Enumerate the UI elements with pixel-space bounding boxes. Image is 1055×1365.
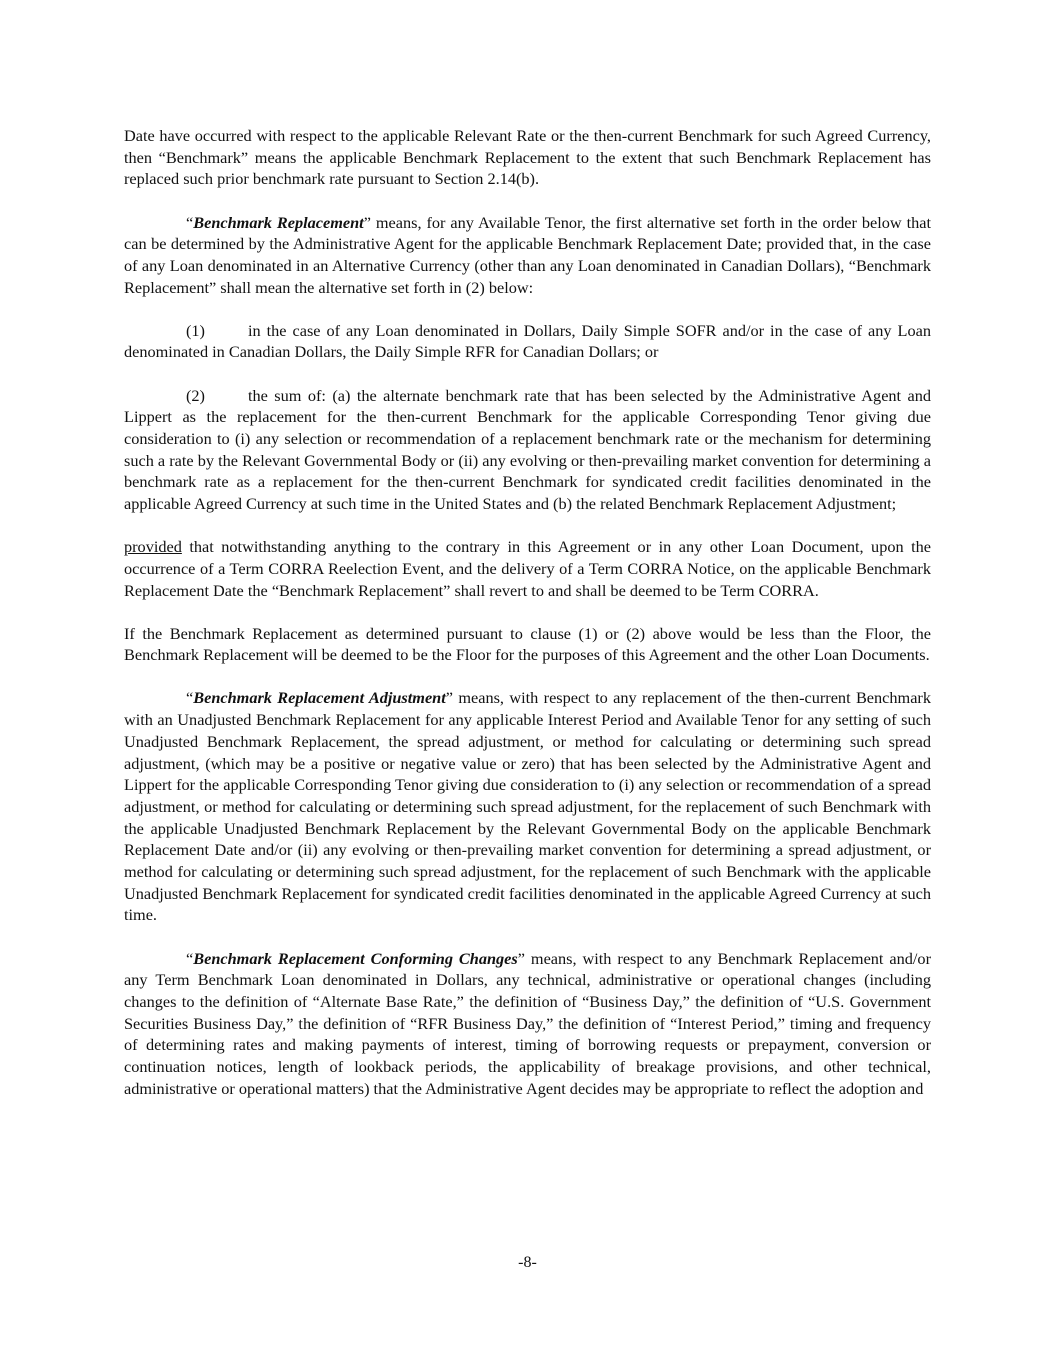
- list-item-2: [124, 385, 931, 515]
- definition-benchmark-replacement-conforming-changes: [124, 948, 931, 1100]
- definition-benchmark-replacement-adjustment: [124, 687, 931, 926]
- list-text: in the case of any Loan denominated in Dollars, Daily Simple SOFR and/or in the case of any Loan denominated in Canadian Dollars, the Daily Simple RFR for Canadian Dollars; or: [124, 320, 931, 362]
- defined-term: Benchmark Replacement Adjustment: [193, 688, 446, 708]
- document-page: [124, 125, 931, 1121]
- definition-benchmark-replacement: [124, 212, 931, 299]
- paragraph-floor: If the Benchmark Replacement as determined pursuant to clause (1) or (2) above would be less than the Floor, the Benchmark Replacement will be deemed to be the Floor for the purposes of this Agreement and the other Loan Documents.: [124, 623, 931, 665]
- open-quote: “: [186, 688, 194, 708]
- underlined-word: provided: [124, 537, 182, 557]
- defined-term: Benchmark Replacement: [193, 212, 364, 232]
- list-text: the sum of: (a) the alternate benchmark rate that has been selected by the Administrative Agent and Lippert as the replacement for the then-current Benchmark for the applicable Corresponding Tenor giving due consideration to (i) any selection or recommendation of a replacement benchmark rate or the mechanism for determining such a rate by the Relevant Governmental Body or (ii) any evolving or then-prevailing market convention for determining a benchmark rate as a replacement for the then-current Benchmark for syndicated credit facilities denominated in the applicable Agreed Currency at such time in the United States and (b) the related Benchmark Replacement Adjustment;: [124, 385, 931, 514]
- defined-term: Benchmark Replacement Conforming Changes: [193, 948, 518, 968]
- open-quote: “: [186, 948, 194, 968]
- definition-text: ” means, with respect to any replacement of the then-current Benchmark with an Unadjusted Benchmark Replacement for any applicable Interest Period and Available Tenor for any setting of such Unadjusted Benchmark Replacement, the spread adjustment, or method for calculating or determining such spread adjustment, (which may be a positive or negative value or zero) that has been selected by the Administrative Agent and Lippert for the applicable Corresponding Tenor giving due consideration to (i) any selection or recommendation of a spread adjustment, or method for calculating or determining such spread adjustment, for the replacement of such Benchmark with the applicable Unadjusted Benchmark Replacement by the Relevant Governmental Body on the applicable Benchmark Replacement Date and/or (ii) any evolving or then-prevailing market convention for determining a spread adjustment, or method for calculating or determining such spread adjustment, for the replacement of such Benchmark with the applicable Unadjusted Benchmark Replacement for syndicated credit facilities denominated in the applicable Agreed Currency at such time.: [124, 688, 931, 925]
- paragraph-proviso: [124, 536, 931, 601]
- paragraph-benchmark-continuation: Date have occurred with respect to the applicable Relevant Rate or the then-current Benchmark for such Agreed Currency, then “Benchmark” means the applicable Benchmark Replacement to the extent that such Benchmark Replacement has replaced such prior benchmark rate pursuant to Section 2.14(b).: [124, 126, 931, 189]
- list-number: (2): [186, 385, 205, 405]
- list-number: (1): [186, 320, 205, 340]
- proviso-text: that notwithstanding anything to the contrary in this Agreement or in any other Loan Document, upon the occurrence of a Term CORRA Reelection Event, and the delivery of a Term CORRA Notice, on the applicable Benchmark Replacement Date the “Benchmark Replacement” shall revert to and shall be deemed to be Term CORRA.: [124, 537, 931, 600]
- definition-text: ” means, for any Available Tenor, the first alternative set forth in the order below that can be determined by the Administrative Agent for the applicable Benchmark Replacement Date; provided that, in the case of any Loan denominated in an Alternative Currency (other than any Loan denominated in Canadian Dollars), “Benchmark Replacement” shall mean the alternative set forth in (2) below:: [124, 212, 931, 297]
- open-quote: “: [186, 212, 194, 232]
- page-number: -8-: [518, 1254, 537, 1271]
- definition-text: ” means, with respect to any Benchmark Replacement and/or any Term Benchmark Loan denominated in Dollars, any technical, administrative or operational changes (including changes to the definition of “Alternate Base Rate,” the definition of “Business Day,” the definition of “U.S. Government Securities Business Day,” the definition of “RFR Business Day,” the definition of “Interest Period,” timing and frequency of determining rates and making payments of interest, timing of borrowing requests or prepayment, conversion or continuation notices, length of lookback periods, the applicability of breakage provisions, and other technical, administrative or operational matters) that the Administrative Agent decides may be appropriate to reflect the adoption and: [124, 948, 931, 1098]
- list-item-1: [124, 320, 931, 363]
